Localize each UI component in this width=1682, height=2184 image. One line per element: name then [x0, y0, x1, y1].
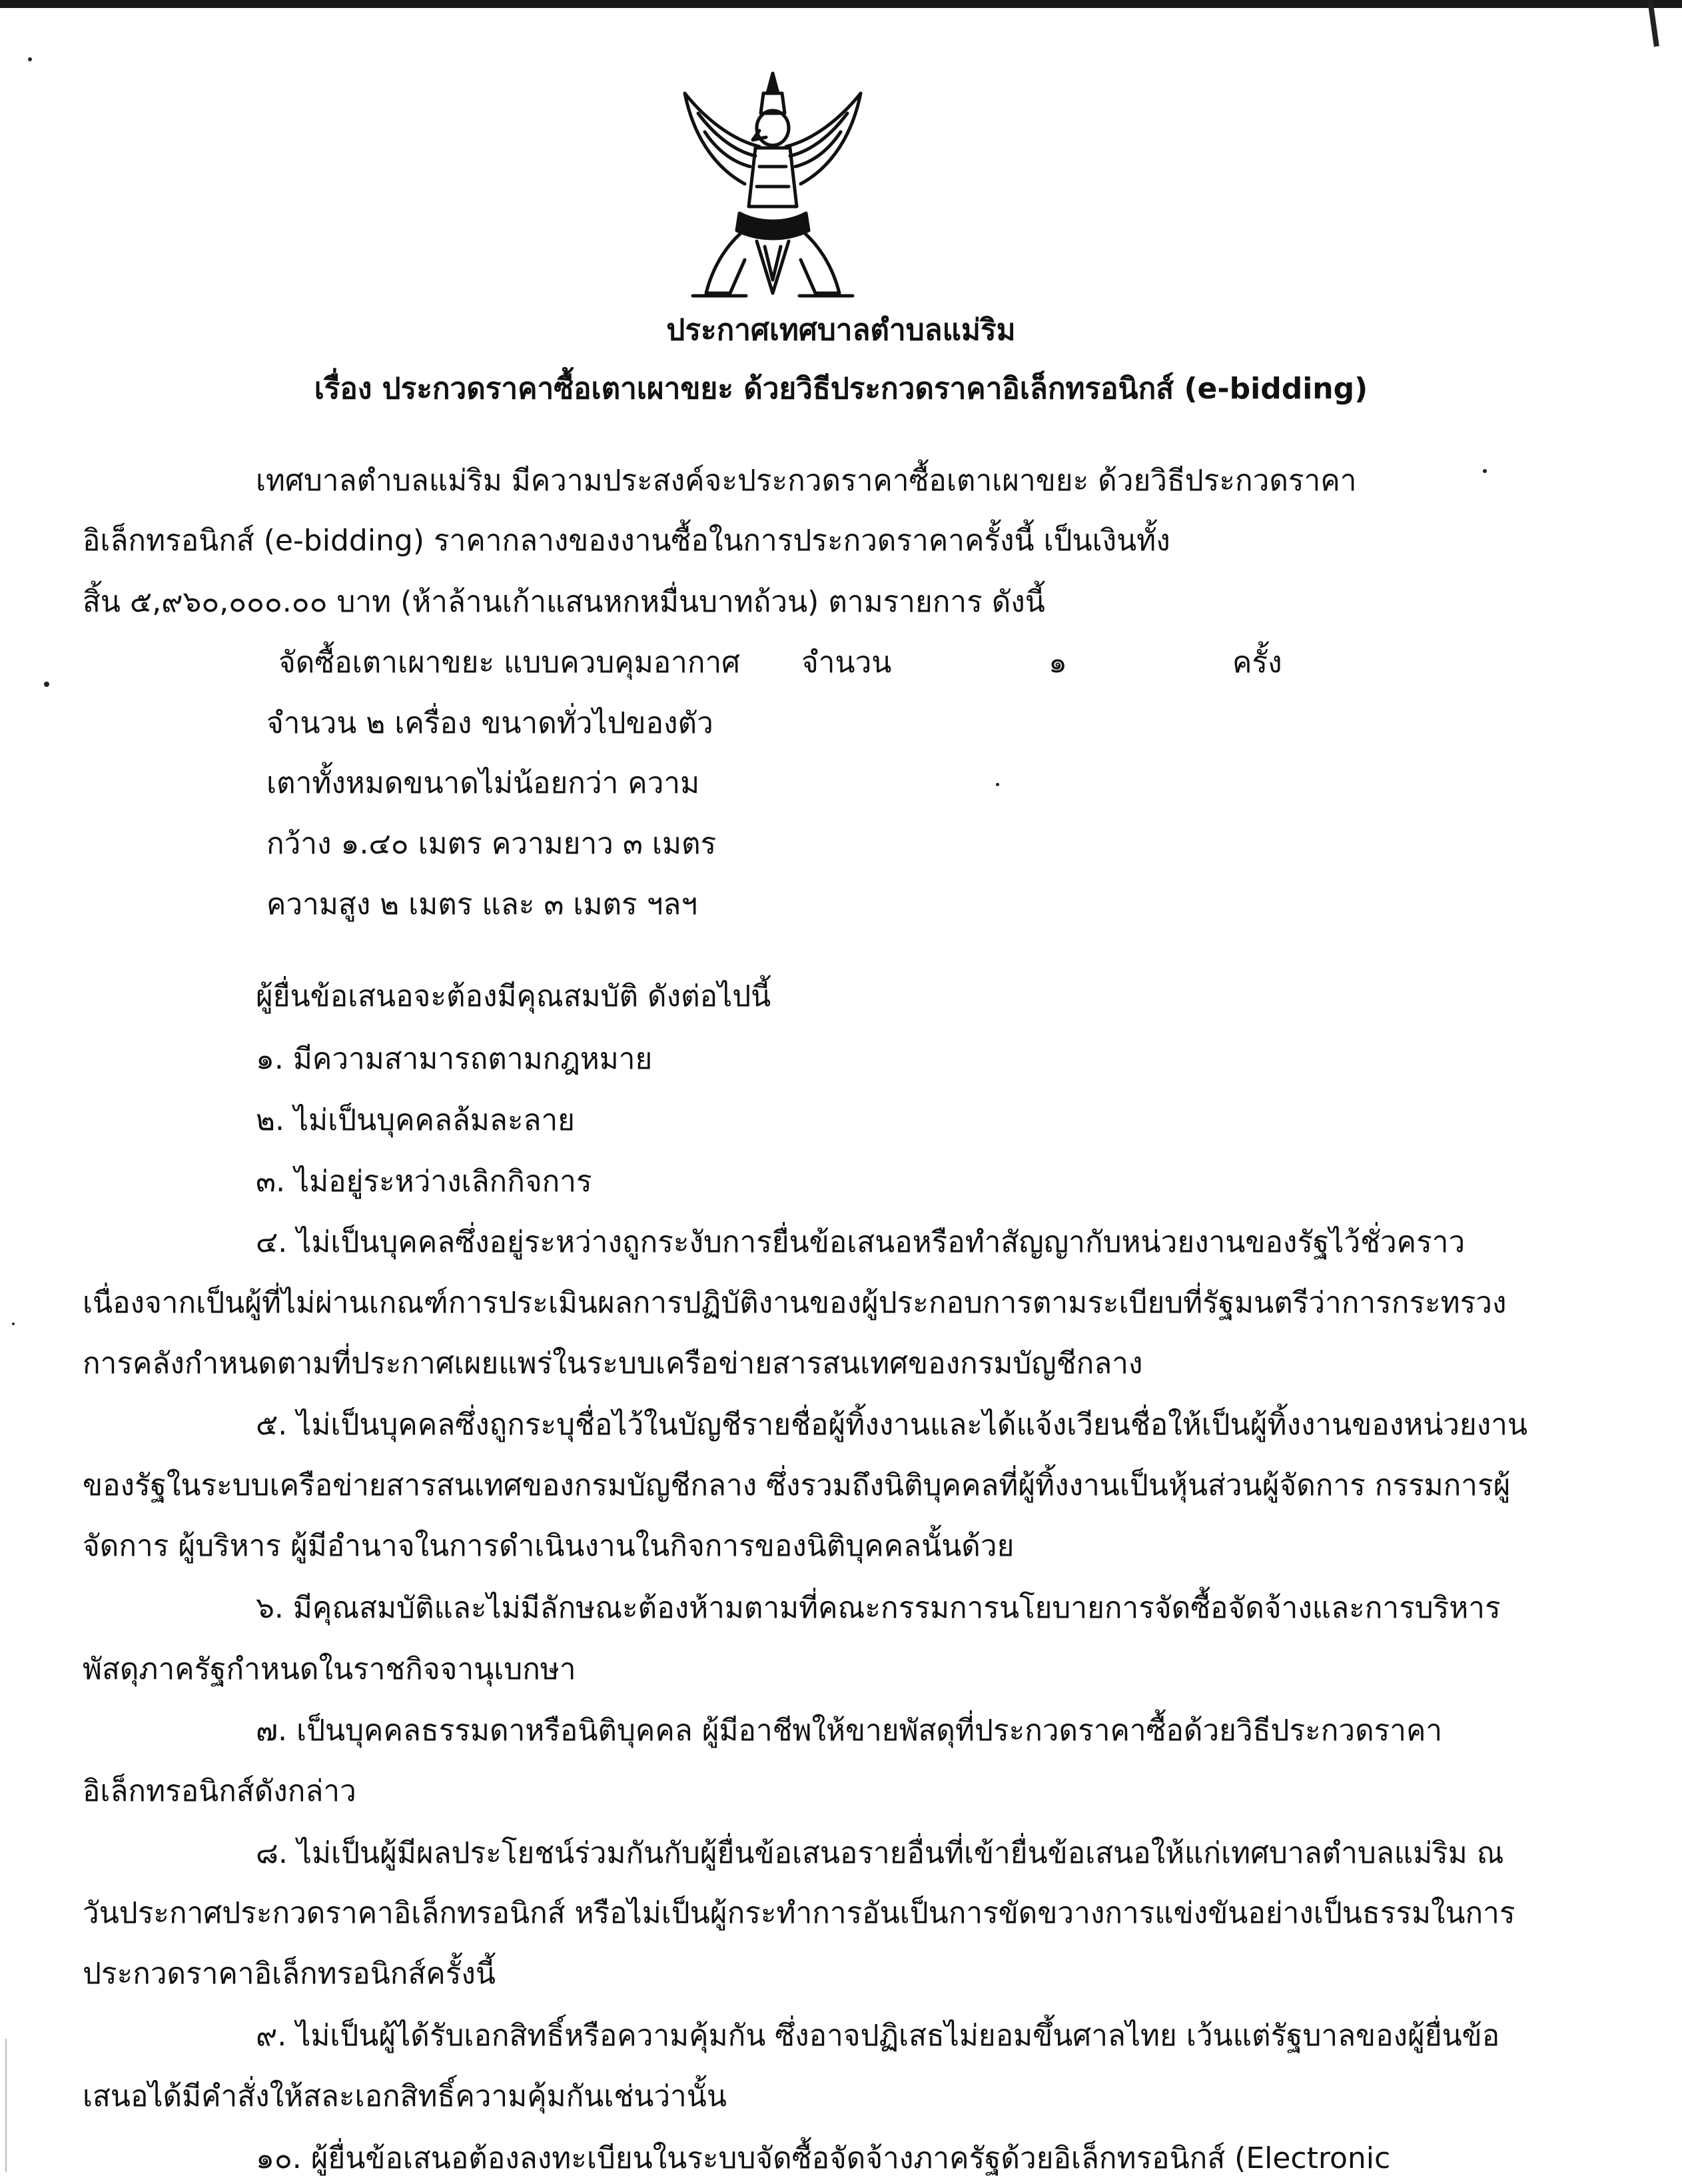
intro-line: สิ้น ๕,๙๖๐,๐๐๐.๐๐ บาท (ห้าล้านเก้าแสนหกหมื่นบาทถ้วน) ตามรายการ ดังนี้ [83, 585, 1045, 619]
qualification-line: ๑๐. ผู้ยื่นข้อเสนอต้องลงทะเบียนในระบบจัดซื้อจัดจ้างภาครัฐด้วยอิเล็กทรอนิกส์ (Electronic [256, 2141, 1391, 2175]
scan-edge-top [0, 0, 1682, 8]
document-subject: เรื่อง ประกวดราคาซื้อเตาเผาขยะ ด้วยวิธีประกวดราคาอิเล็กทรอนิกส์ (e-bidding) [314, 372, 1368, 406]
qualification-line: ๑. มีความสามารถตามกฎหมาย [256, 1042, 653, 1076]
document-title: ประกาศเทศบาลตำบลแม่ริม [666, 313, 1016, 347]
qualification-line: ๗. เป็นบุคคลธรรมดาหรือนิติบุคคล ผู้มีอาชีพให้ขายพัสดุที่ประกวดราคาซื้อด้วยวิธีประกวดราคา [256, 1714, 1443, 1748]
scan-speck [996, 783, 999, 786]
qualification-line: วันประกาศประกวดราคาอิเล็กทรอนิกส์ หรือไม่เป็นผู้กระทำการอันเป็นการขัดขวางการแข่งขันอย่างเป็นธรรมในการ [83, 1896, 1515, 1930]
scan-speck [12, 1323, 15, 1325]
qualification-line: การคลังกำหนดตามที่ประกาศเผยแพร่ในระบบเครือข่ายสารสนเทศของกรมบัญชีกลาง [83, 1347, 1143, 1380]
qualification-line: ๖. มีคุณสมบัติและไม่มีลักษณะต้องห้ามตามที่คณะกรรมการนโยบายการจัดซื้อจัดจ้างและการบริหาร [256, 1591, 1501, 1625]
intro-line: อิเล็กทรอนิกส์ (e-bidding) ราคากลางของงานซื้อในการประกวดราคาครั้งนี้ เป็นเงินทั้ง [83, 524, 1170, 558]
item-unit: ครั้ง [1232, 646, 1282, 680]
qualification-line: จัดการ ผู้บริหาร ผู้มีอำนาจในการดำเนินงานในกิจการของนิติบุคคลนั้นด้วย [83, 1529, 1015, 1563]
qualification-line: พัสดุภาครัฐกำหนดในราชกิจจานุเบกษา [83, 1652, 576, 1686]
qualification-line: ๒. ไม่เป็นบุคคลล้มละลาย [256, 1103, 575, 1137]
scan-speck [1483, 469, 1487, 473]
garuda-emblem-icon [666, 67, 879, 306]
qualification-line: ๔. ไม่เป็นบุคคลซึ่งอยู่ระหว่างถูกระงับการยื่นข้อเสนอหรือทำสัญญากับหน่วยงานของรัฐไว้ชั่วคราว [256, 1225, 1466, 1259]
item-description-line: กว้าง ๑.๔๐ เมตร ความยาว ๓ เมตร [266, 827, 717, 861]
item-description-line: เตาทั้งหมดขนาดไม่น้อยกว่า ความ [266, 766, 700, 800]
qualification-line: ๕. ไม่เป็นบุคคลซึ่งถูกระบุชื่อไว้ในบัญชีรายชื่อผู้ทิ้งงานและได้แจ้งเวียนชื่อให้เป็นผู้ทิ้งงานของหน่วยงาน [256, 1408, 1528, 1442]
qualification-line: ๘. ไม่เป็นผู้มีผลประโยชน์ร่วมกันกับผู้ยื่นข้อเสนอรายอื่นที่เข้ายื่นข้อเสนอให้แก่เทศบาลตำบลแม่ริม ณ [256, 1836, 1504, 1870]
qualification-line: ๓. ไม่อยู่ระหว่างเลิกกิจการ [256, 1165, 592, 1199]
scan-speck [28, 57, 32, 61]
qualification-line: ประกวดราคาอิเล็กทรอนิกส์ครั้งนี้ [83, 1957, 496, 1991]
qualification-line: เสนอได้มีคำสั่งให้สละเอกสิทธิ์ความคุ้มกันเช่นว่านั้น [83, 2079, 727, 2113]
intro-line: เทศบาลตำบลแม่ริม มีความประสงค์จะประกวดราคาซื้อเตาเผาขยะ ด้วยวิธีประกวดราคา [256, 464, 1357, 498]
qualification-line: อิเล็กทรอนิกส์ดังกล่าว [83, 1774, 356, 1808]
qualification-line: ๙. ไม่เป็นผู้ได้รับเอกสิทธิ์หรือความคุ้มกัน ซึ่งอาจปฏิเสธไม่ยอมขึ้นศาลไทย เว้นแต่รัฐบาลของผู้ยื่นข้อ [256, 2019, 1500, 2053]
qualification-line: เนื่องจากเป็นผู้ที่ไม่ผ่านเกณฑ์การประเมินผลการปฏิบัติงานของผู้ประกอบการตามระเบียบที่รัฐมนตรีว่าการกระทรวง [83, 1286, 1507, 1320]
qualification-line: ของรัฐในระบบเครือข่ายสารสนเทศของกรมบัญชีกลาง ซึ่งรวมถึงนิติบุคคลที่ผู้ทิ้งงานเป็นหุ้นส่วนผู้จัดการ กรรมการผู้ [83, 1468, 1511, 1502]
item-quantity: ๑ [1049, 646, 1067, 680]
item-description-line: จัดซื้อเตาเผาขยะ แบบควบคุมอากาศ [278, 646, 741, 680]
item-description-line: ความสูง ๒ เมตร และ ๓ เมตร ฯลฯ [266, 887, 698, 921]
item-description-line: จำนวน ๒ เครื่อง ขนาดทั่วไปของตัว [266, 706, 713, 740]
item-quantity-label: จำนวน [801, 646, 892, 680]
scan-margin-mark [5, 2039, 7, 2172]
scan-speck [44, 682, 49, 687]
qualifications-heading: ผู้ยื่นข้อเสนอจะต้องมีคุณสมบัติ ดังต่อไปนี้ [256, 979, 771, 1013]
